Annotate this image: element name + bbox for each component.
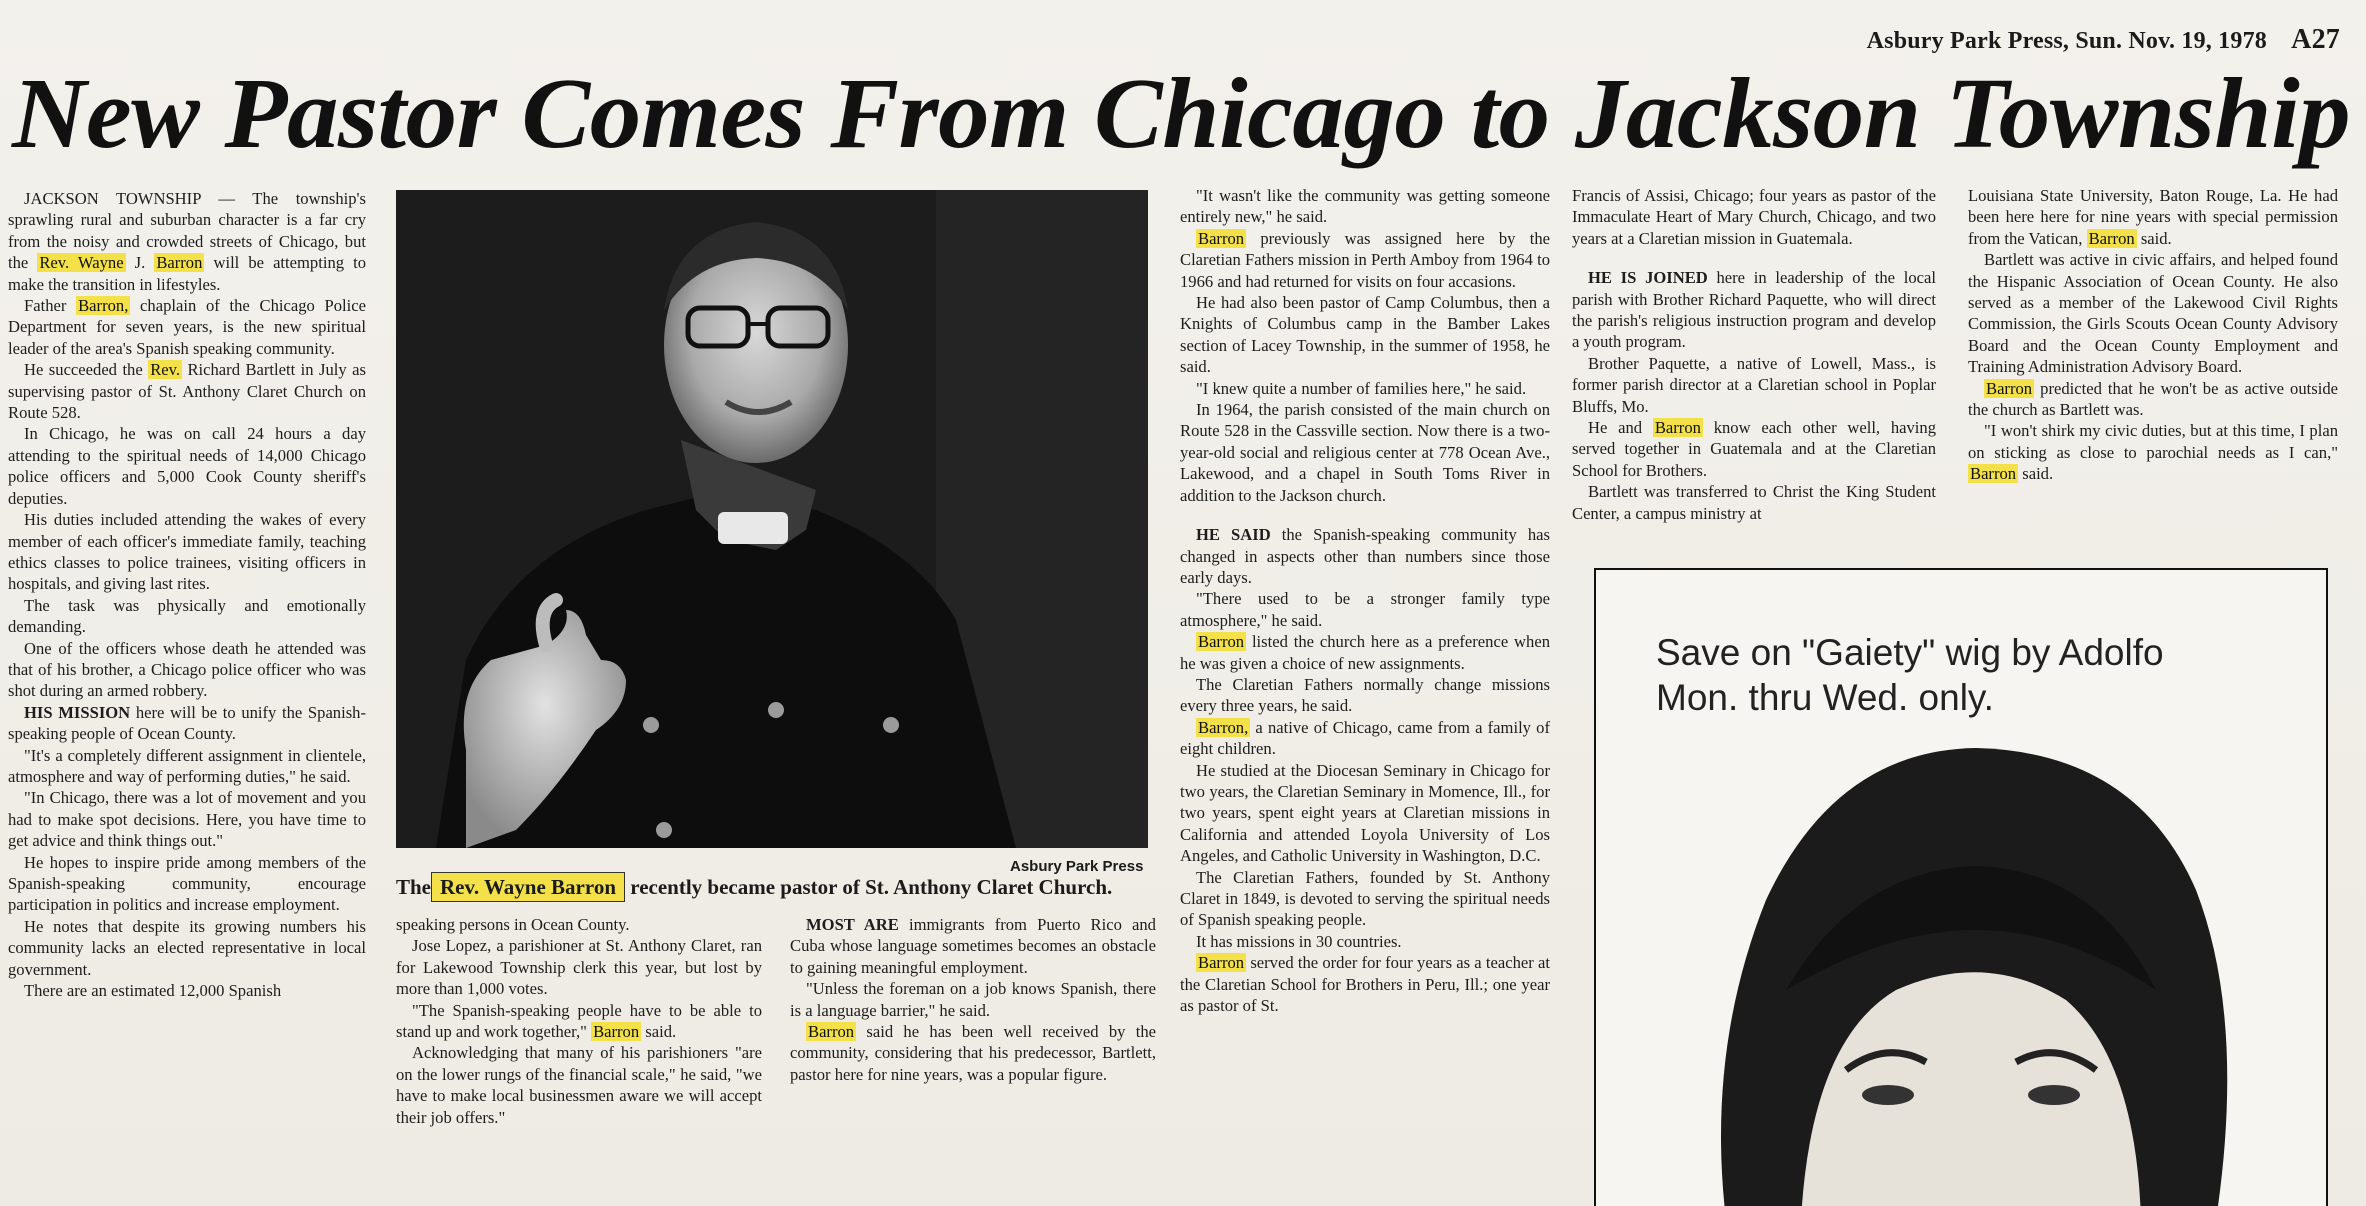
paragraph-lead-in: MOST ARE xyxy=(806,915,899,934)
article-paragraph xyxy=(8,916,366,980)
article-paragraph xyxy=(790,1021,1156,1085)
article-paragraph xyxy=(8,702,366,745)
wig-advertisement xyxy=(1594,568,2328,1206)
article-paragraph xyxy=(1968,185,2338,249)
text-run: It has missions in 30 countries. xyxy=(1196,931,1402,951)
text-run: speaking persons in Ocean County. xyxy=(396,915,630,934)
highlighted-name: Barron xyxy=(1654,418,1701,438)
article-paragraph xyxy=(396,914,762,935)
text-run: "I won't shirk my civic duties, but at this time, I plan on sticking as close to parochial needs as I can," xyxy=(1968,421,2338,462)
text-run: He studied at the Diocesan Seminary in Chicago for two years, the Claretian Seminary in Momence, Ill., for two years, spent eight years at Claretian missions in California and attended Loyola University of Los Angeles, and Catholic University in Washington, D.C. xyxy=(1180,760,1550,866)
text-run: Richard Bartlett in July as supervising pastor of St. Anthony Claret Church on Route 528. xyxy=(8,360,366,423)
text-run: "It's a completely different assignment in clientele, atmosphere and way of performing duties," he said. xyxy=(8,745,366,786)
text-run: said. xyxy=(2136,228,2172,248)
article-paragraph xyxy=(8,595,366,638)
article-column-3 xyxy=(1180,185,1550,1016)
text-run: served the order for four years as a teacher at the Claretian School for Brothers in Peru, Ill.; one year as pastor of St. xyxy=(1180,953,1550,1016)
article-paragraph xyxy=(8,852,366,916)
article-paragraph xyxy=(1180,760,1550,867)
article-paragraph xyxy=(1968,378,2338,421)
text-run: Francis of Assisi, Chicago; four years as pastor of the Immaculate Heart of Mary Church, Chicago, and two years at a Claretian mission in Guatemala. xyxy=(1572,186,1936,248)
text-run: know each other well, having served together in Guatemala and at the Claretian School for Brothers. xyxy=(1572,418,1937,480)
paragraph-lead-in: HE SAID xyxy=(1196,525,1271,545)
article-paragraph xyxy=(1180,524,1550,588)
article-paragraph xyxy=(396,935,762,999)
article-paragraph xyxy=(1180,185,1550,228)
text-run: "Unless the foreman on a job knows Spanish, there is a language barrier," he said. xyxy=(790,979,1156,1020)
article-paragraph xyxy=(396,1042,762,1128)
text-run: He and xyxy=(1588,418,1653,438)
paragraph-lead-in: HE IS JOINED xyxy=(1588,268,1708,288)
text-run: said. xyxy=(641,1022,677,1042)
article-paragraph xyxy=(1180,292,1550,378)
text-run: Jose Lopez, a parishioner at St. Anthony Claret, ran for Lakewood Township clerk this year, but lost by more than 1,000 votes. xyxy=(396,936,762,999)
text-run: said. xyxy=(2018,464,2054,484)
article-paragraph xyxy=(1180,631,1550,674)
text-run: He succeeded the xyxy=(24,360,149,380)
article-column-5 xyxy=(1968,185,2338,485)
photo-credit: Asbury Park Press xyxy=(1010,858,1144,875)
article-paragraph xyxy=(1968,249,2338,377)
highlighted-name: Barron xyxy=(1198,632,1245,652)
article-paragraph xyxy=(1180,952,1550,1016)
article-column-4 xyxy=(1572,185,1936,524)
article-paragraph xyxy=(8,295,366,359)
highlighted-name: Rev. xyxy=(150,360,180,380)
ad-line-1: Save on "Gaiety" wig by Adolfo xyxy=(1656,632,2164,673)
caption-pre: The xyxy=(396,875,432,899)
article-paragraph xyxy=(1572,417,1936,481)
highlighted-name: Barron xyxy=(1970,464,2017,484)
article-paragraph xyxy=(1968,420,2338,484)
text-run: "There used to be a stronger family type atmosphere," he said. xyxy=(1180,589,1550,630)
article-paragraph xyxy=(1572,267,1936,353)
text-run: here in leadership of the local parish with Brother Richard Paquette, who will direct the parish's religious instruction program and develop a youth program. xyxy=(1572,268,1937,352)
highlighted-name: Barron, xyxy=(1198,717,1249,737)
text-run: The Claretian Fathers, founded by St. Anthony Claret in 1849, is devoted to serving the spiritual needs of Spanish speaking people. xyxy=(1180,867,1550,930)
text-run: He notes that despite its growing numbers his community lacks an elected representative in local government. xyxy=(8,916,366,979)
text-run: Bartlett was transferred to Christ the King Student Center, a campus ministry at xyxy=(1572,482,1936,523)
highlighted-name: Rev. Wayne xyxy=(39,253,124,273)
headline: New Pastor Comes From Chicago to Jackson Township xyxy=(12,57,2351,169)
text-run: Acknowledging that many of his parishioners "are on the lower rungs of the financial scale," he said, "we have to make local businessmen aware we will accept their job offers." xyxy=(396,1043,762,1127)
article-paragraph xyxy=(8,980,366,1001)
article-paragraph xyxy=(1180,228,1550,292)
text-run: "The Spanish-speaking people have to be able to stand up and work together," xyxy=(396,1000,762,1042)
text-run: the Spanish-speaking community has changed in aspects other than numbers since those early days. xyxy=(1180,525,1551,587)
masthead xyxy=(1867,24,2340,56)
article-paragraph xyxy=(1180,588,1550,631)
text-run: "It wasn't like the community was getting someone entirely new," he said. xyxy=(1180,186,1550,227)
article-paragraph xyxy=(1180,931,1550,952)
text-run: He had also been pastor of Camp Columbus, then a Knights of Columbus camp in the Bamber Lakes section of Lacey Township, in the summer of 1958, he said. xyxy=(1180,293,1550,377)
article-paragraph xyxy=(8,787,366,851)
ad-line-2: Mon. thru Wed. only. xyxy=(1656,677,1994,718)
highlighted-name: Barron xyxy=(1198,953,1245,973)
text-run: said he has been well received by the community, considering that his predecessor, Bartlett, pastor here for nine years, was a popular figure. xyxy=(790,1022,1156,1084)
article-column-2a xyxy=(396,914,762,1128)
article-column-1 xyxy=(8,188,366,1001)
text-run: JACKSON TOWNSHIP — The township's sprawling rural and suburban character is a far cry from the noisy and crowded streets of Chicago, but the xyxy=(8,189,366,273)
pastor-photo xyxy=(396,190,1148,848)
article-paragraph xyxy=(790,914,1156,978)
text-run: Bartlett was active in civic affairs, and helped found the Hispanic Association of Ocean County. He also served as a member of the Lakewood Civil Rights Commission, the Girls Scouts Ocean County Advisory Board and the Ocean County Employment and Training Administration Advisory Board. xyxy=(1968,250,2338,377)
article-paragraph xyxy=(1572,353,1936,417)
text-run: "I knew quite a number of families here," he said. xyxy=(1196,378,1527,398)
wig-model-image xyxy=(1596,570,2326,1206)
highlighted-name: Barron xyxy=(593,1022,640,1042)
highlighted-name: Barron xyxy=(156,253,203,273)
highlighted-name: Barron xyxy=(808,1022,855,1042)
text-run: There are an estimated 12,000 Spanish xyxy=(24,981,282,1001)
text-run: In 1964, the parish consisted of the main church on Route 528 in the Cassville section. Now there is a two-year-old social and religious center at 778 Ocean Ave., Lakewood, and a chapel in South Toms River in addition to the Jackson church. xyxy=(1180,400,1550,505)
article-paragraph xyxy=(790,978,1156,1021)
text-run: chaplain of the Chicago Police Department for seven years, is the new spiritual leader of the area's Spanish speaking community. xyxy=(8,296,366,358)
article-paragraph xyxy=(396,1000,762,1043)
text-run: The Claretian Fathers normally change missions every three years, he said. xyxy=(1180,674,1550,716)
text-run: The task was physically and emotionally demanding. xyxy=(8,595,366,637)
text-run: His duties included attending the wakes of every member of each officer's immediate family, teaching ethics classes to police trainees, visiting officers in hospitals, and giving last rites. xyxy=(8,510,366,594)
text-run: here will be to unify the Spanish-speaking people of Ocean County. xyxy=(8,702,366,744)
highlighted-name: Barron xyxy=(1198,228,1245,248)
article-paragraph xyxy=(1180,399,1550,506)
text-run: listed the church here as a preference when he was given a choice of new assignments. xyxy=(1180,632,1550,673)
page-number: A27 xyxy=(2291,24,2340,55)
caption-highlight: Rev. Wayne Barron xyxy=(431,872,625,902)
text-run: a native of Chicago, came from a family of eight children. xyxy=(1180,717,1550,759)
article-paragraph xyxy=(1180,867,1550,931)
paper-date: Asbury Park Press, Sun. Nov. 19, 1978 xyxy=(1866,28,2267,54)
text-run: Father xyxy=(24,296,77,316)
article-paragraph xyxy=(8,188,366,295)
photo-caption xyxy=(396,872,1156,902)
text-run: will be attempting to make the transition in lifestyles. xyxy=(8,253,367,294)
article-paragraph xyxy=(8,423,366,509)
highlighted-name: Barron xyxy=(2088,228,2135,248)
text-run: Louisiana State University, Baton Rouge, La. He had been here here for nine years with special permission from the Vatican, xyxy=(1968,186,2338,248)
text-run: One of the officers whose death he attended was that of his brother, a Chicago police officer who was shot during an armed robbery. xyxy=(8,638,366,701)
text-run: Brother Paquette, a native of Lowell, Mass., is former parish director at a Claretian school in Poplar Bluffs, Mo. xyxy=(1572,353,1936,416)
text-run: J. xyxy=(125,253,155,273)
article-column-2b xyxy=(790,914,1156,1085)
article-paragraph xyxy=(1180,717,1550,760)
article-paragraph xyxy=(1180,378,1550,399)
pastor-photo-graphic xyxy=(396,190,1148,848)
text-run: He hopes to inspire pride among members of the Spanish-speaking community, encourage participation in politics and increase employment. xyxy=(8,852,366,915)
text-run: "In Chicago, there was a lot of movement and you had to make spot decisions. Here, you have time to get advice and think things out." xyxy=(8,788,366,851)
text-run: previously was assigned here by the Claretian Fathers mission in Perth Amboy from 1964 to 1966 and had returned for visits on four accasions. xyxy=(1180,228,1550,291)
highlighted-name: Barron xyxy=(1986,378,2033,398)
article-paragraph xyxy=(8,359,366,423)
highlighted-name: Barron, xyxy=(78,296,129,316)
article-paragraph xyxy=(1572,185,1936,249)
article-paragraph xyxy=(8,509,366,595)
text-run: predicted that he won't be as active outside the church as Bartlett was. xyxy=(1968,378,2338,420)
text-run: In Chicago, he was on call 24 hours a day attending to the spiritual needs of 14,000 Chicago police officers and 5,000 Cook County sheriff's deputies. xyxy=(8,424,366,508)
text-run: immigrants from Puerto Rico and Cuba whose language sometimes becomes an obstacle to gaining meaningful employment. xyxy=(790,915,1156,977)
article-paragraph xyxy=(8,638,366,702)
caption-post: recently became pastor of St. Anthony Claret Church. xyxy=(625,875,1113,899)
article-paragraph xyxy=(1180,674,1550,717)
article-paragraph xyxy=(1572,481,1936,524)
article-paragraph xyxy=(8,745,366,788)
paragraph-lead-in: HIS MISSION xyxy=(24,702,131,722)
